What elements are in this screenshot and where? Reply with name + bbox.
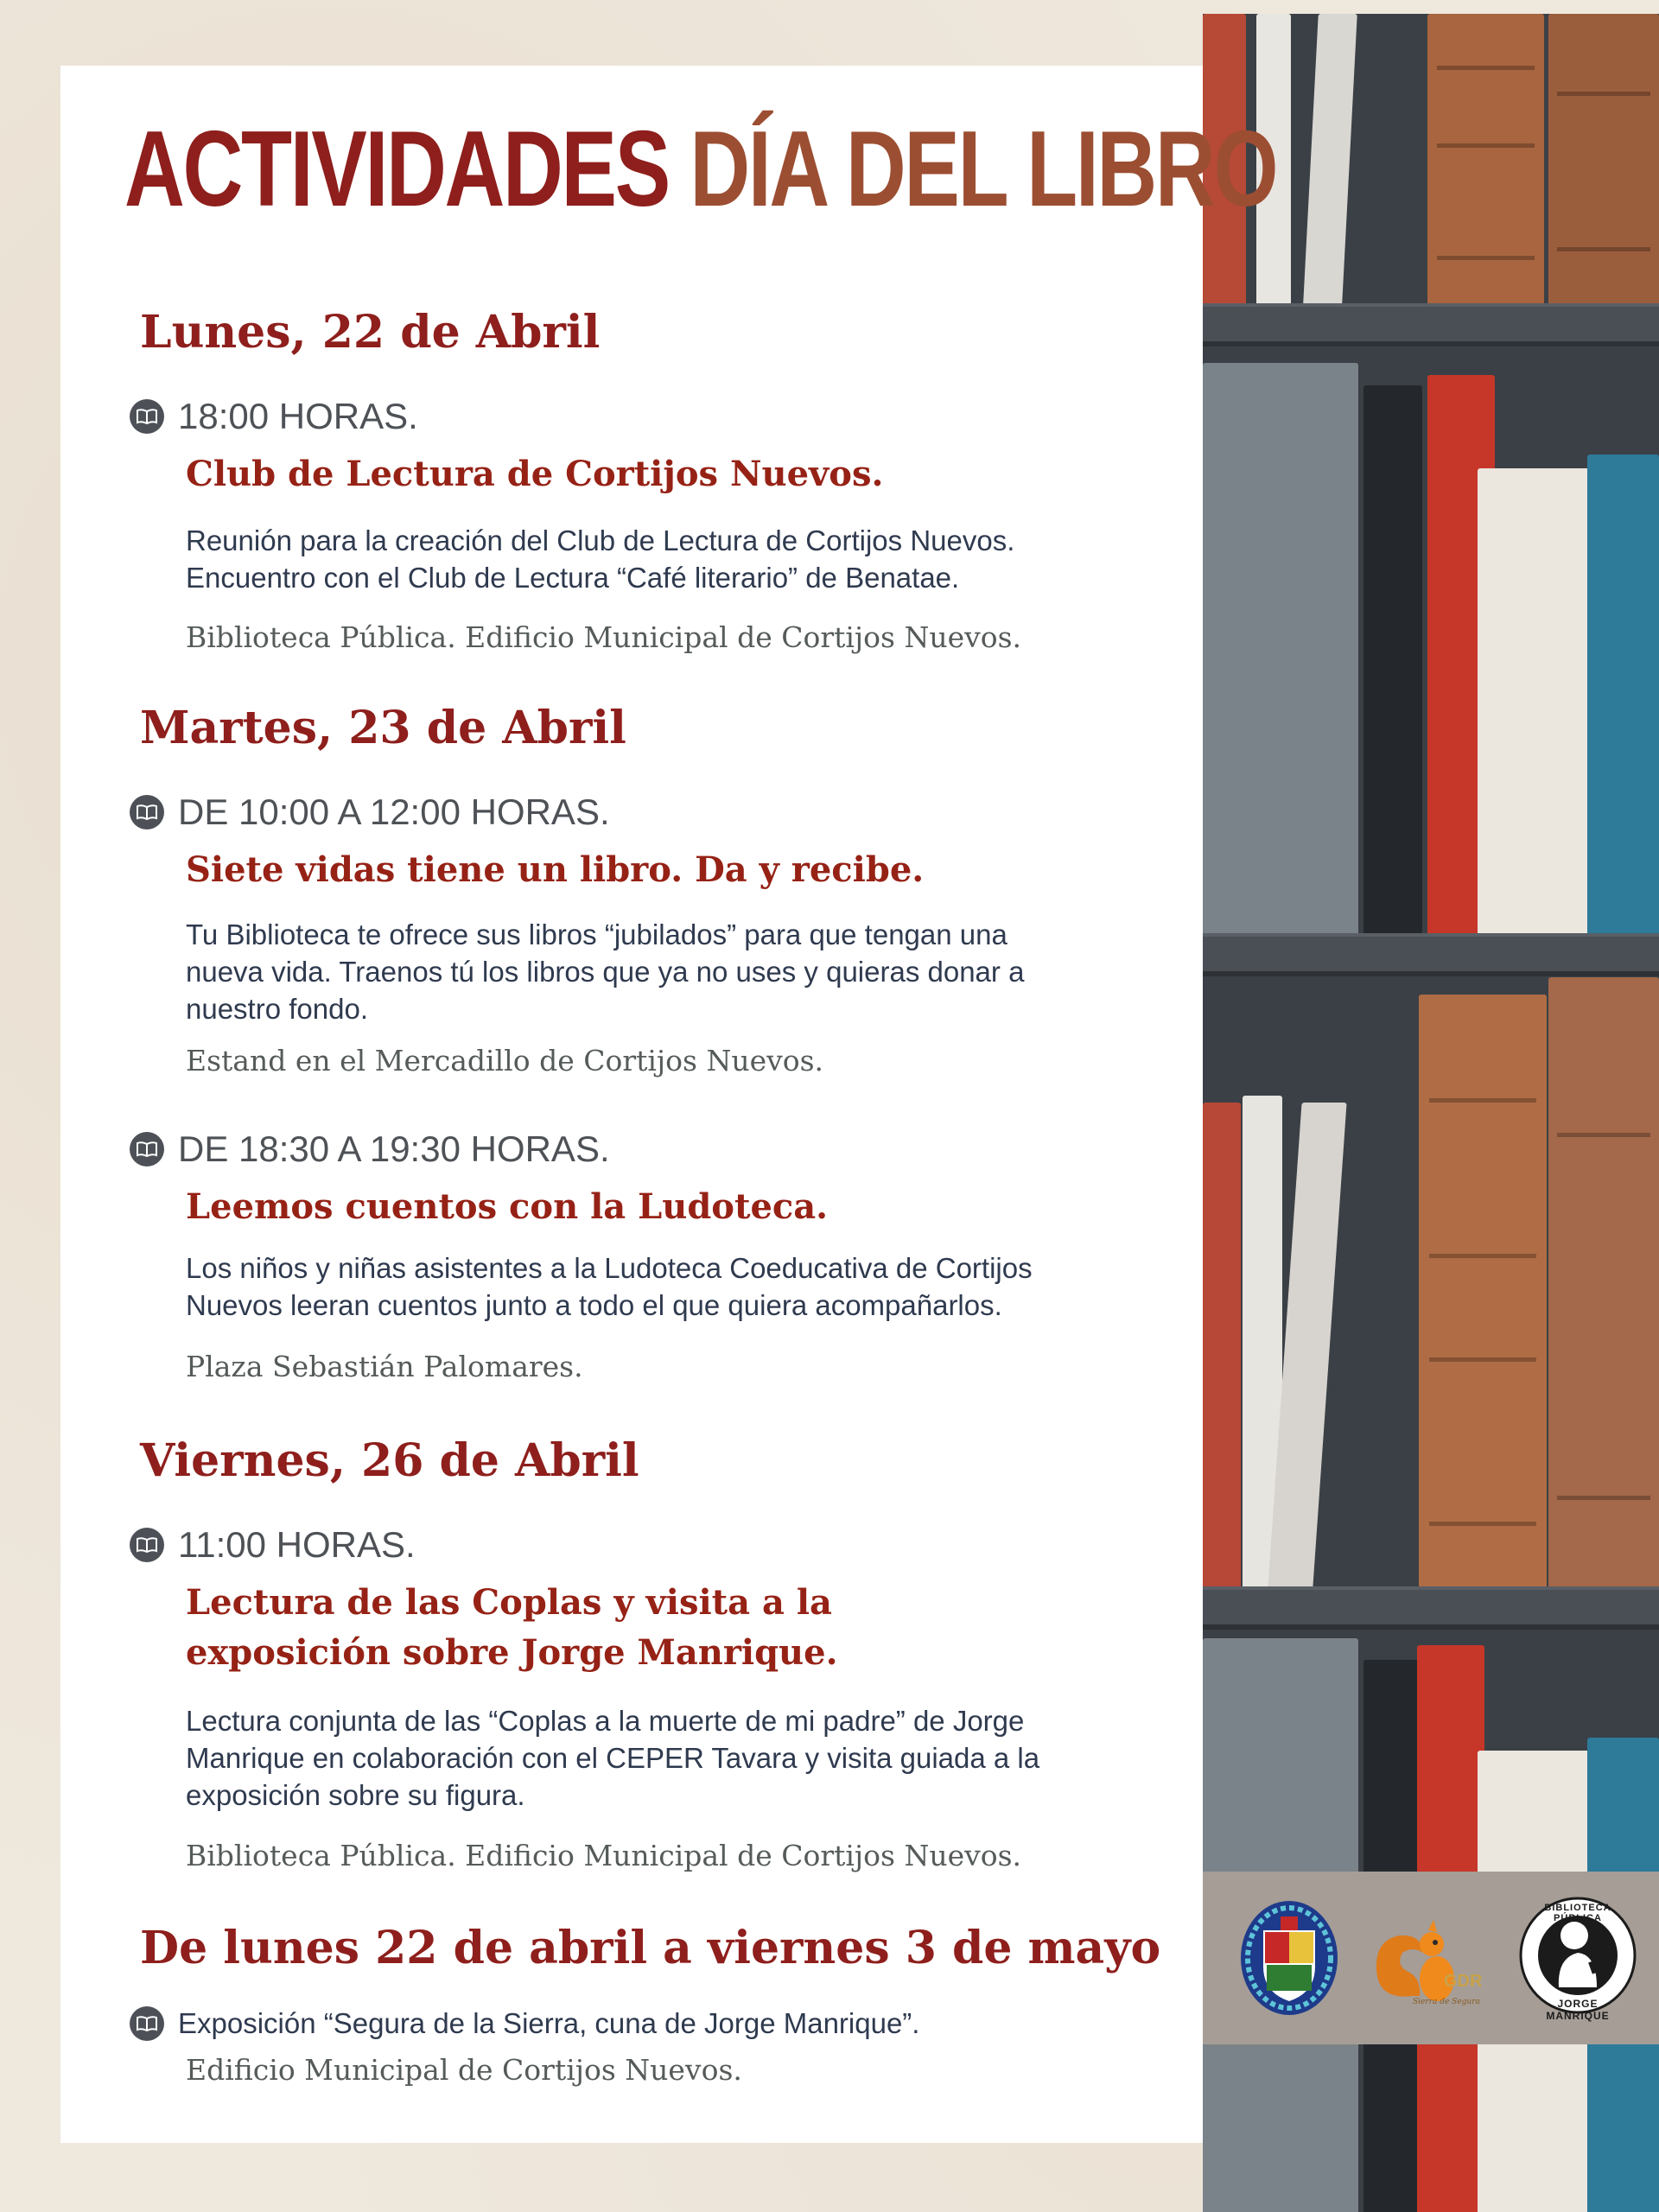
day-heading: Viernes, 26 de Abril	[140, 1434, 639, 1487]
event-location: Biblioteca Pública. Edificio Municipal de Cortijos Nuevos.	[186, 1839, 1022, 1872]
event-description	[186, 1249, 1179, 1324]
event-title-line: Lectura de las Coplas y visita a la	[186, 1582, 832, 1623]
day-heading: Martes, 23 de Abril	[140, 702, 626, 754]
book-bullet-icon	[130, 1528, 164, 1562]
description-line: nuestro fondo.	[186, 993, 368, 1025]
page-title	[124, 110, 1277, 229]
book-bullet-icon	[130, 1132, 164, 1166]
description-line: Lectura conjunta de las “Coplas a la muerte de mi padre” de Jorge	[186, 1705, 1025, 1737]
coat-of-arms-logo	[1237, 1897, 1341, 2018]
description-line: Nuevos leeran cuentos junto a todo el que quiera acompañarlos.	[186, 1289, 1002, 1321]
description-line: Manrique en colaboración con el CEPER Tavara y visita guiada a la	[186, 1742, 1040, 1774]
shelf-plank	[1203, 1586, 1659, 1630]
event-description	[186, 916, 1179, 1027]
shelf-plank	[1203, 933, 1659, 976]
event-title	[186, 1578, 838, 1678]
event-time: DE 18:30 A 19:30 HORAS.	[178, 1128, 610, 1169]
book-spine	[1303, 14, 1357, 303]
description-line: Los niños y niñas asistentes a la Ludoteca Coeducativa de Cortijos	[186, 1252, 1033, 1284]
book-bullet-icon	[130, 795, 164, 830]
event-location: Biblioteca Pública. Edificio Municipal de Cortijos Nuevos.	[186, 620, 1022, 654]
library-logo	[1517, 1891, 1638, 2020]
event-location: Estand en el Mercadillo de Cortijos Nuevos.	[186, 1044, 824, 1077]
book-spine	[1548, 14, 1659, 303]
event-title: Siete vidas tiene un libro. Da y recibe.	[186, 849, 925, 890]
book-bullet-icon	[130, 2006, 164, 2041]
exhibition-text: Exposición “Segura de la Sierra, cuna de Jorge Manrique”.	[178, 2007, 920, 2039]
book-spine	[1587, 454, 1659, 933]
description-line: nueva vida. Traenos tú los libros que ya no uses y quieras donar a	[186, 956, 1025, 988]
event-description	[186, 522, 1179, 596]
library-logo-bottom-text: JORGE MANRIQUE	[1546, 1998, 1610, 2022]
event-title-line: exposición sobre Jorge Manrique.	[186, 1632, 838, 1673]
content-card	[60, 66, 1203, 2143]
event-time: 11:00 HORAS.	[178, 1524, 416, 1565]
description-line: exposición sobre su figura.	[186, 1779, 525, 1811]
book-spine	[1548, 977, 1659, 1586]
book-spine	[1363, 385, 1422, 933]
event-description	[186, 1702, 1179, 1814]
day-heading: Lunes, 22 de Abril	[140, 306, 601, 359]
description-line: Reunión para la creación del Club de Lectura de Cortijos Nuevos.	[186, 524, 1015, 556]
event-title: Club de Lectura de Cortijos Nuevos.	[186, 454, 884, 494]
event-time-row	[130, 1524, 416, 1566]
book-bullet-icon	[130, 399, 164, 434]
description-line: Tu Biblioteca te ofrece sus libros “jubilados” para que tengan una	[186, 918, 1007, 950]
gdr-text: GDR	[1444, 1972, 1483, 1991]
book-spine	[1427, 14, 1544, 303]
event-location: Plaza Sebastián Palomares.	[186, 1350, 583, 1383]
event-time-row	[130, 791, 610, 833]
gdr-logo	[1361, 1918, 1483, 2013]
library-logo-top-text: BIBLIOTECA PÚBLICA	[1544, 1903, 1611, 1923]
book-spine	[1478, 468, 1590, 933]
event-time: DE 10:00 A 12:00 HORAS.	[178, 791, 610, 832]
event-title: Leemos cuentos con la Ludoteca.	[186, 1186, 829, 1227]
event-time-row	[130, 2006, 919, 2041]
event-time-row	[130, 396, 418, 437]
book-spine	[1419, 995, 1547, 1586]
shelf-plank	[1203, 303, 1659, 346]
event-time: 18:00 HORAS.	[178, 396, 418, 436]
day-heading: De lunes 22 de abril a viernes 3 de mayo	[140, 1922, 1161, 1974]
description-line: Encuentro con el Club de Lectura “Café literario” de Benatae.	[186, 562, 960, 594]
title-part-activities: ACTIVIDADES	[124, 110, 669, 229]
title-part-book-day: DÍA DEL LIBRO	[690, 110, 1277, 229]
event-location: Edificio Municipal de Cortijos Nuevos.	[186, 2053, 742, 2087]
book-spine	[1203, 363, 1358, 933]
book-spine	[1203, 1103, 1241, 1586]
gdr-subtitle: Sierra de Segura	[1413, 1998, 1480, 2006]
event-time-row	[130, 1128, 610, 1170]
